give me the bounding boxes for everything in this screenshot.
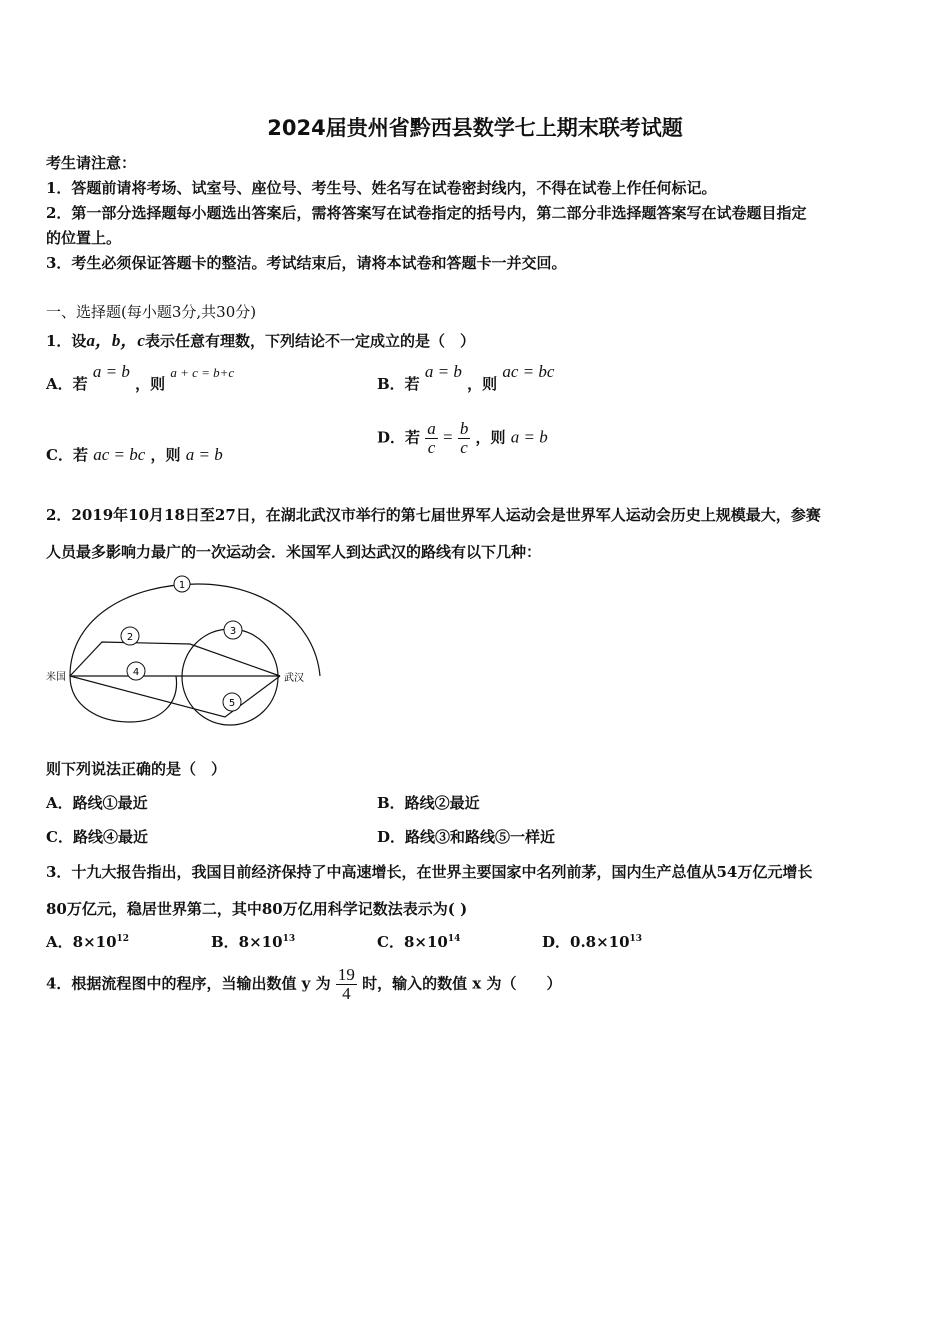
q4-numerator: 19 [337, 965, 355, 984]
q1-d-then: ，则 [475, 428, 506, 447]
q1-d-equals: = [442, 427, 453, 447]
q1-d-den-1: c [427, 438, 436, 457]
q2-line-1: 2．2019年10月18日至27日，在湖北武汉市举行的第七届世界军人运动会是世界军人运动会历史上规模最大，参赛 [46, 506, 821, 524]
notice-item-1: 1．答题前请将考场、试室号、座位号、考生号、姓名写在试卷密封线内，不得在试卷上作任何标记。 [46, 179, 717, 197]
q1-c-then: ，则 [150, 446, 181, 464]
route-3-number: 3 [229, 626, 237, 637]
route-1-number: 1 [178, 580, 186, 591]
q3-a-exponent: 12 [116, 934, 130, 944]
notice-item-3: 3．考生必须保证答题卡的整洁。考试结束后，请将本试卷和答题卡一并交回。 [46, 254, 567, 272]
origin-label: 米国 [46, 672, 66, 683]
route-2-line [70, 642, 280, 676]
left-lower-circle [70, 676, 177, 722]
q3-c-exponent: 14 [447, 934, 461, 944]
q1-stem [46, 326, 475, 351]
q1-d-den-2: c [460, 438, 468, 457]
route-1-arc [70, 584, 320, 676]
q3-option-a [46, 931, 129, 952]
q1-d-fraction-1 [425, 420, 438, 457]
q1-option-c [46, 444, 223, 465]
route-diagram [40, 572, 330, 732]
q1-d-num-1: a [427, 419, 436, 438]
q3-line-1: 3．十九大报告指出，我国目前经济保持了中高速增长，在世界主要国家中名列前茅，国内生产总值从54万亿元增长 [46, 863, 813, 881]
q1-a-cond: a = b [92, 362, 130, 381]
q3-a-base: A．8×10 [46, 933, 117, 951]
q2-option-b: B．路线②最近 [377, 794, 480, 812]
q1-b-label: B．若 [377, 375, 420, 393]
q1-option-a [46, 362, 235, 394]
q3-option-c [377, 931, 460, 952]
q1-option-d [377, 420, 548, 457]
notice-item-2-cont: 的位置上。 [46, 229, 122, 247]
q1-option-b [377, 362, 555, 394]
q2-option-d: D．路线③和路线⑤一样近 [377, 828, 556, 846]
q1-stem-pre: 1．设 [46, 332, 87, 350]
q3-option-b [211, 931, 295, 952]
route-5-line [70, 676, 280, 717]
section-heading: 一、选择题(每小题3分,共30分) [46, 303, 257, 321]
q4-fraction [336, 966, 357, 1003]
q1-d-num-2: b [459, 419, 469, 438]
q4-stem [46, 966, 561, 1003]
q4-pre: 4．根据流程图中的程序，当输出数值 y 为 [46, 974, 331, 993]
q1-a-result: a + c = b+c [170, 365, 235, 380]
destination-label: 武汉 [284, 673, 304, 684]
q1-d-label: D．若 [377, 428, 421, 447]
q3-c-base: C．8×10 [377, 933, 448, 951]
q2-question: 则下列说法正确的是（ ） [46, 760, 227, 778]
q2-line-2: 人员最多影响力最广的一次运动会．米国军人到达武汉的路线有以下几种： [46, 543, 542, 561]
route-2-number: 2 [126, 632, 134, 643]
q3-d-base: D．0.8×10 [542, 933, 630, 951]
q1-b-cond: a = b [424, 362, 462, 381]
notice-heading: 考生请注意： [46, 154, 137, 172]
q3-d-exponent: 13 [629, 934, 643, 944]
q1-b-result: ac = bc [502, 362, 555, 381]
q1-vars: a，b，c [86, 331, 145, 350]
q3-b-exponent: 13 [282, 934, 296, 944]
q2-option-a: A．路线①最近 [46, 794, 148, 812]
q1-b-then: ，则 [467, 375, 498, 393]
q4-post: 时，输入的数值 x 为（ ） [362, 974, 562, 993]
q3-line-2: 80万亿元，稳居世界第二，其中80万亿用科学记数法表示为( ) [46, 900, 468, 918]
q2-option-c: C．路线④最近 [46, 828, 148, 846]
q1-d-result: a = b [510, 427, 548, 447]
q3-b-base: B．8×10 [211, 933, 283, 951]
q1-c-label: C．若 [46, 446, 88, 464]
q1-a-label: A．若 [46, 375, 88, 393]
q1-a-then: ，则 [135, 375, 166, 393]
q1-c-cond: ac = bc [93, 445, 146, 464]
route-5-number: 5 [228, 698, 236, 709]
notice-item-2: 2．第一部分选择题每小题选出答案后，需将答案写在试卷指定的括号内，第二部分非选择题答案写在试卷题目指定 [46, 204, 807, 222]
q1-d-fraction-2 [458, 420, 471, 457]
q1-c-result: a = b [185, 445, 223, 464]
q3-option-d [542, 931, 642, 952]
q1-stem-post: 表示任意有理数，下列结论不一定成立的是（ ） [144, 332, 475, 350]
page-title: 2024届贵州省黔西县数学七上期末联考试题 [267, 116, 683, 140]
q4-denominator: 4 [342, 984, 351, 1003]
route-4-number: 4 [132, 667, 140, 678]
